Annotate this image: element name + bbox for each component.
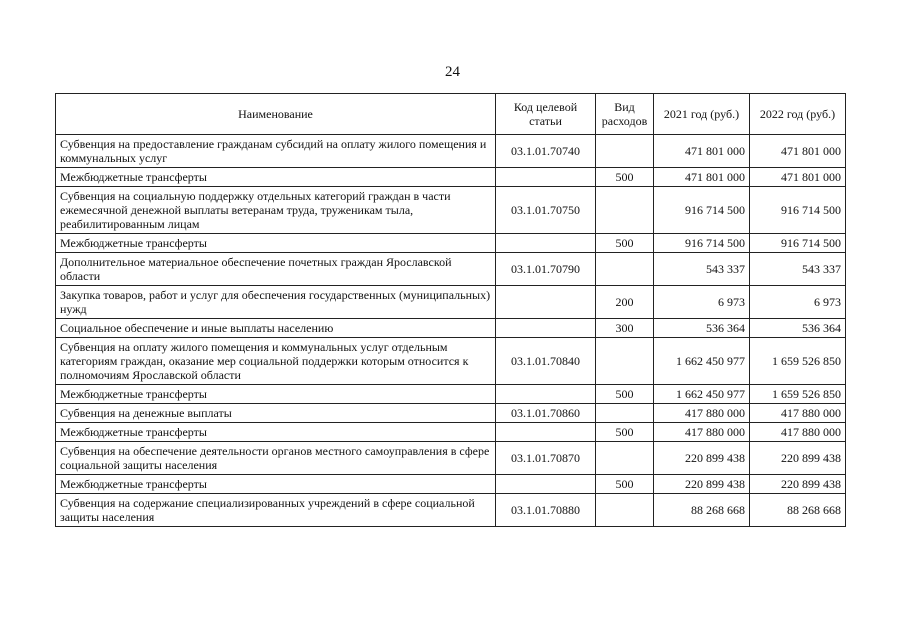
row-2021: 417 880 000 [654,423,750,442]
row-2021: 536 364 [654,319,750,338]
row-kind: 500 [596,168,654,187]
row-kind: 500 [596,234,654,253]
row-code [496,475,596,494]
row-2022: 417 880 000 [750,404,846,423]
table-row [56,442,846,475]
header-2021: 2021 год (руб.) [654,94,750,135]
row-2022: 916 714 500 [750,234,846,253]
row-name: Межбюджетные трансферты [56,234,496,253]
row-name: Дополнительное материальное обеспечение почетных граждан Ярославской области [56,253,496,286]
row-2022: 916 714 500 [750,187,846,234]
row-code: 03.1.01.70860 [496,404,596,423]
row-code: 03.1.01.70790 [496,253,596,286]
budget-table [55,93,846,527]
row-2022: 6 973 [750,286,846,319]
row-2021: 471 801 000 [654,135,750,168]
row-2022: 220 899 438 [750,442,846,475]
row-code: 03.1.01.70840 [496,338,596,385]
table-row [56,135,846,168]
row-code [496,319,596,338]
row-2022: 417 880 000 [750,423,846,442]
row-2021: 88 268 668 [654,494,750,527]
table-row [56,404,846,423]
row-code [496,234,596,253]
row-name: Субвенция на оплату жилого помещения и коммунальных услуг отдельным категориям граждан, оказание мер социальной поддержки которым относится к полномочиям Ярославской области [56,338,496,385]
row-kind [596,135,654,168]
table-row [56,319,846,338]
row-kind [596,338,654,385]
table-row [56,286,846,319]
table-row [56,253,846,286]
table-row [56,423,846,442]
table-row [56,187,846,234]
row-name: Субвенция на предоставление гражданам субсидий на оплату жилого помещения и коммунальных услуг [56,135,496,168]
row-name: Субвенция на содержание специализированных учреждений в сфере социальной защиты населения [56,494,496,527]
row-kind: 200 [596,286,654,319]
header-kind: Вид расходов [596,94,654,135]
row-code: 03.1.01.70750 [496,187,596,234]
row-kind [596,442,654,475]
table-row [56,234,846,253]
row-2021: 1 662 450 977 [654,385,750,404]
row-2021: 1 662 450 977 [654,338,750,385]
row-2022: 88 268 668 [750,494,846,527]
table-row [56,338,846,385]
row-name: Межбюджетные трансферты [56,423,496,442]
header-name: Наименование [56,94,496,135]
row-2021: 220 899 438 [654,442,750,475]
row-name: Межбюджетные трансферты [56,168,496,187]
header-code: Код целевой статьи [496,94,596,135]
table-row [56,385,846,404]
row-name: Закупка товаров, работ и услуг для обеспечения государственных (муниципальных) нужд [56,286,496,319]
row-code [496,423,596,442]
row-2022: 1 659 526 850 [750,385,846,404]
row-name: Субвенция на обеспечение деятельности органов местного самоуправления в сфере социальной защиты населения [56,442,496,475]
row-2022: 543 337 [750,253,846,286]
row-code: 03.1.01.70880 [496,494,596,527]
row-2021: 543 337 [654,253,750,286]
row-code [496,168,596,187]
row-2021: 6 973 [654,286,750,319]
row-kind: 300 [596,319,654,338]
row-name: Межбюджетные трансферты [56,475,496,494]
row-2022: 536 364 [750,319,846,338]
row-kind [596,253,654,286]
row-kind [596,187,654,234]
row-2022: 220 899 438 [750,475,846,494]
row-2022: 471 801 000 [750,168,846,187]
row-2021: 220 899 438 [654,475,750,494]
table-row [56,494,846,527]
row-code: 03.1.01.70740 [496,135,596,168]
row-2021: 417 880 000 [654,404,750,423]
row-kind [596,494,654,527]
row-kind: 500 [596,475,654,494]
table-row [56,168,846,187]
row-kind: 500 [596,385,654,404]
row-name: Социальное обеспечение и иные выплаты населению [56,319,496,338]
row-code [496,385,596,404]
row-name: Межбюджетные трансферты [56,385,496,404]
header-2022: 2022 год (руб.) [750,94,846,135]
table-header-row [56,94,846,135]
row-code: 03.1.01.70870 [496,442,596,475]
row-2021: 916 714 500 [654,187,750,234]
page-number: 24 [445,64,460,80]
row-kind: 500 [596,423,654,442]
row-name: Субвенция на социальную поддержку отдельных категорий граждан в части ежемесячной денежной выплаты ветеранам труда, труженикам тыла, реабилитированным лицам [56,187,496,234]
row-2021: 916 714 500 [654,234,750,253]
row-2021: 471 801 000 [654,168,750,187]
row-kind [596,404,654,423]
row-code [496,286,596,319]
row-name: Субвенция на денежные выплаты [56,404,496,423]
row-2022: 471 801 000 [750,135,846,168]
table-row [56,475,846,494]
row-2022: 1 659 526 850 [750,338,846,385]
